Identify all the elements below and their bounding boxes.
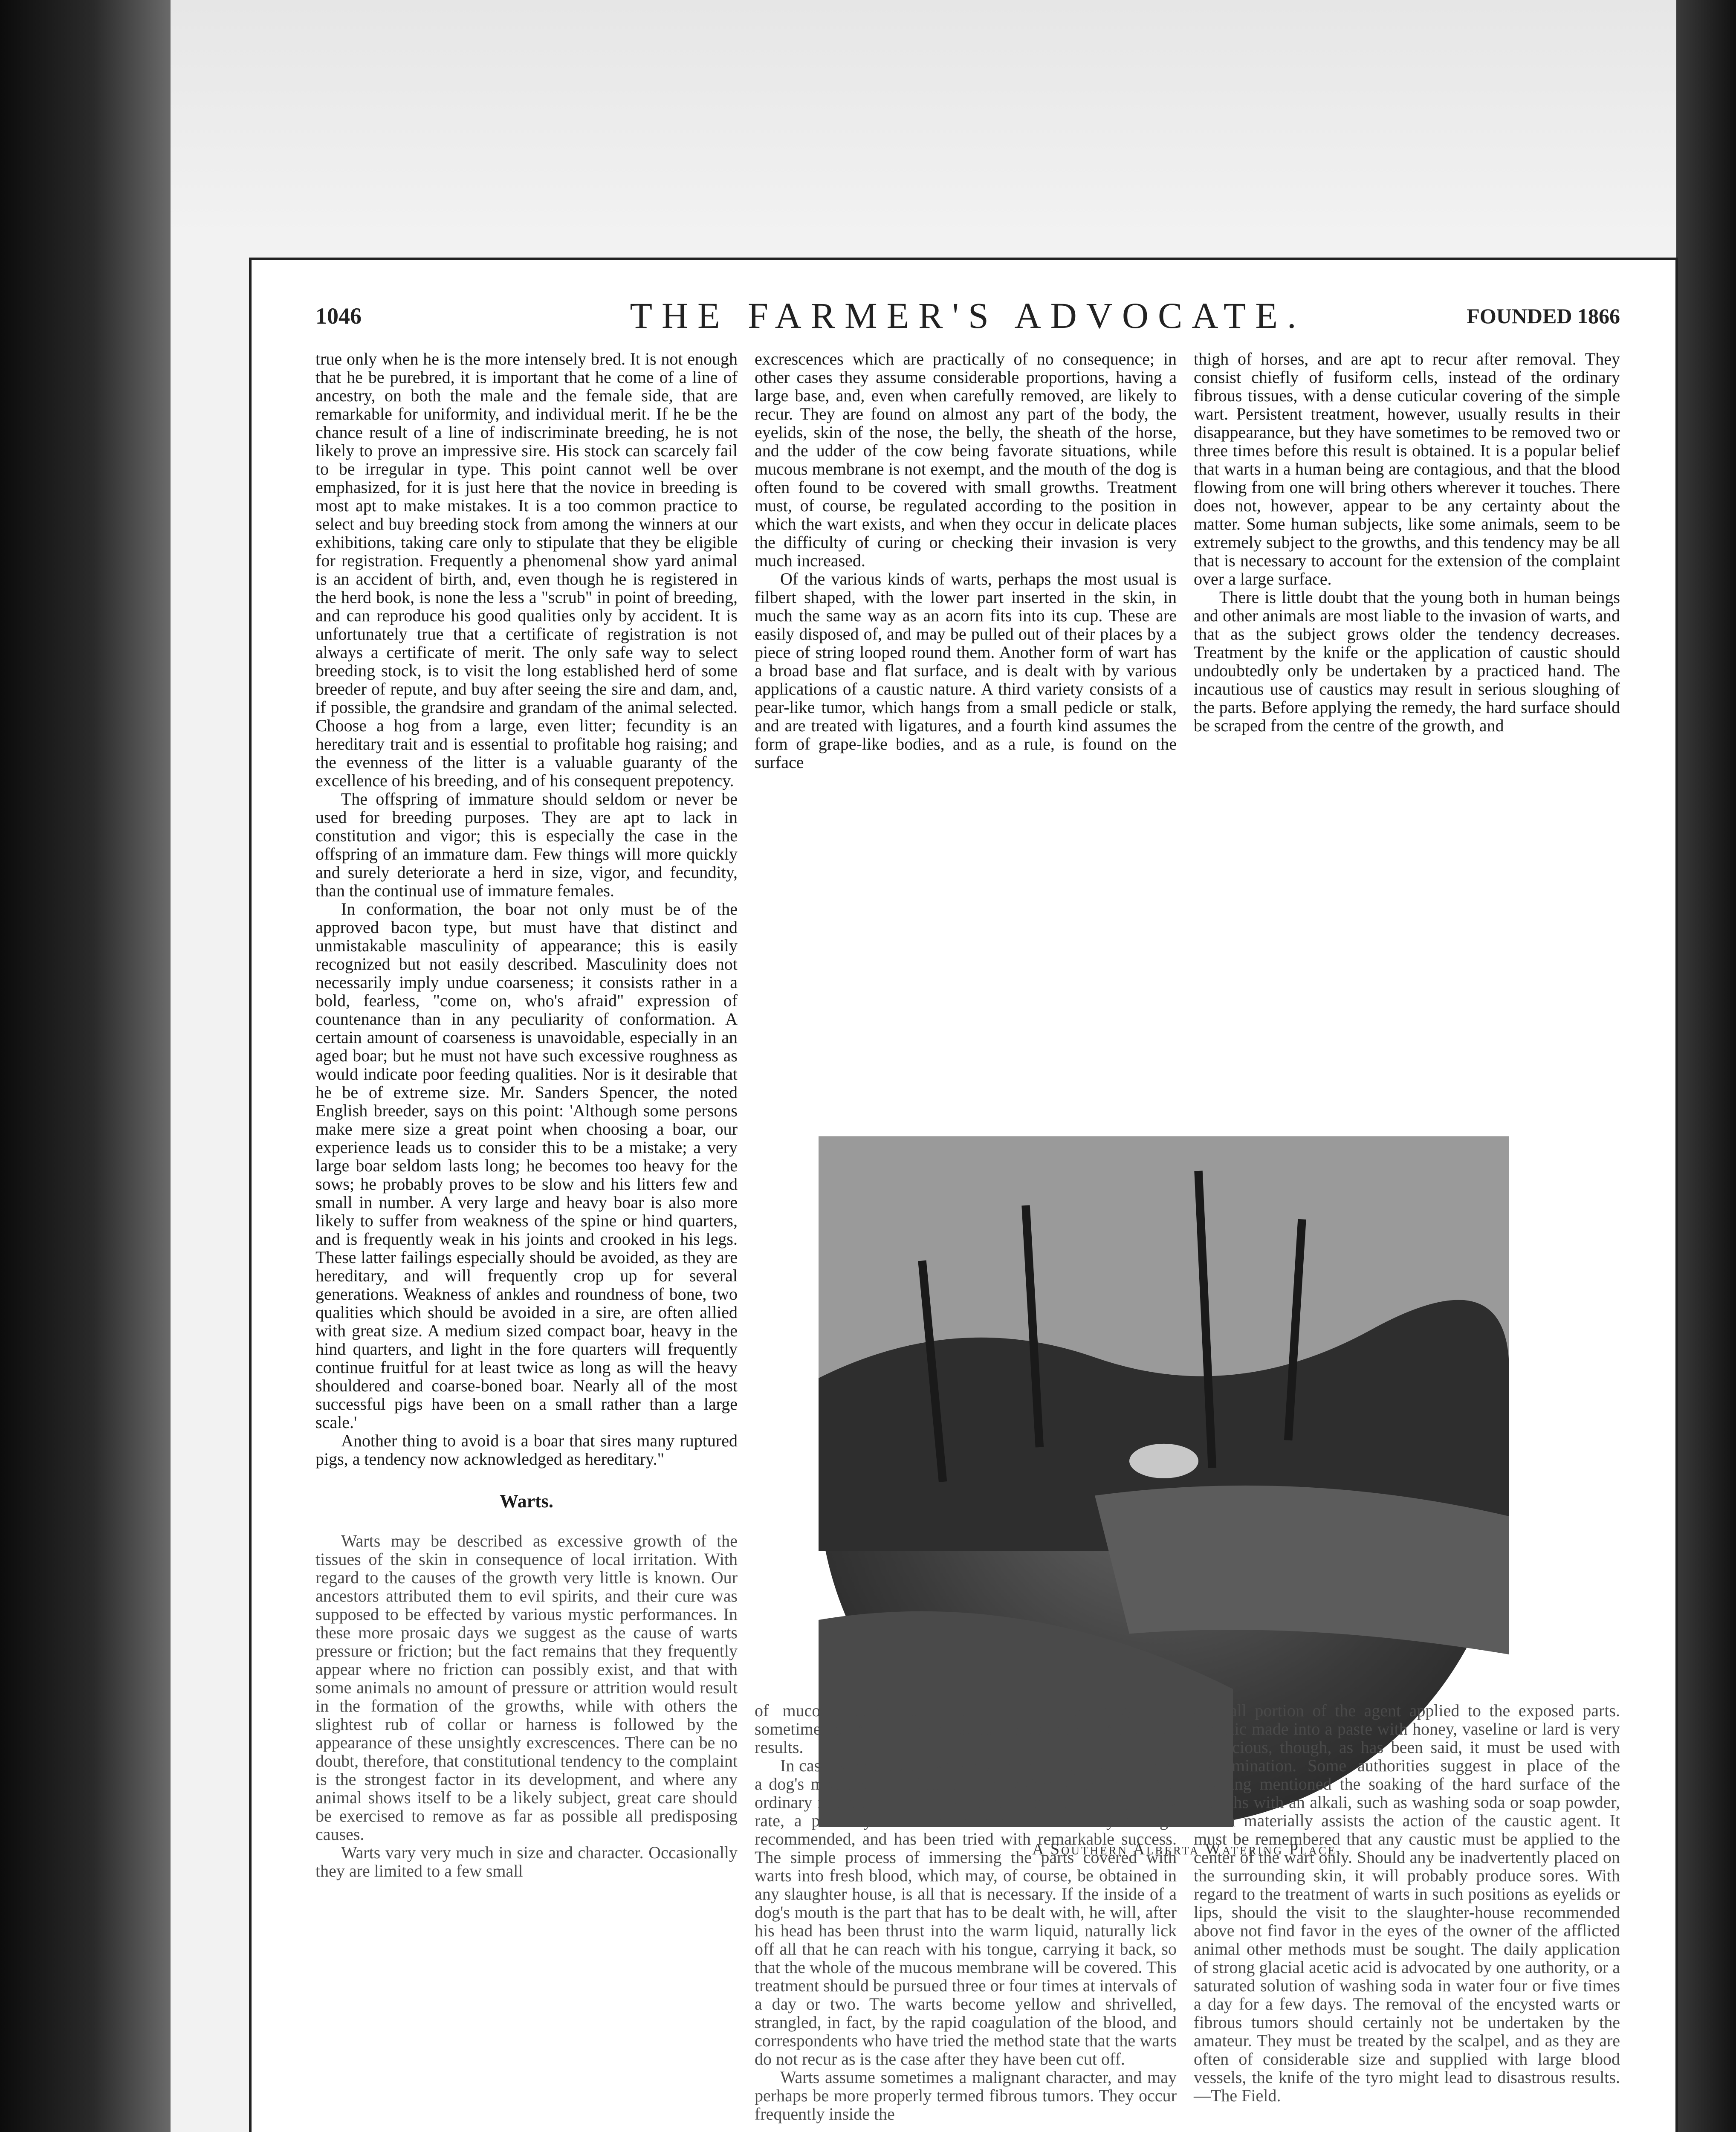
page-header xyxy=(315,294,1620,341)
column-5 xyxy=(1194,1701,1620,2105)
paragraph: Another thing to avoid is a boar that sires many ruptured pigs, a tendency now acknowledged as hereditary." xyxy=(315,1431,738,1469)
paragraph: There is little doubt that the young both in human beings and other animals are most liable to the invasion of warts, and that as the subject grows older the tendency decreases. Treatment by the knife or the application of caustic should undoubtedly only be undertaken by a practiced hand. The incautious use of caustics may result in serious sloughing of the parts. Before applying the remedy, the hard surface should be scraped from the centre of the growth, and xyxy=(1194,588,1620,735)
paragraph: In conformation, the boar not only must be of the approved bacon type, but must have that distinct and unmistakable masculinity of appearance; this is easily recognized but not easily described. Masculinity does not necessarily imply undue coarseness; it consists rather in a bold, fearless, "come on, who's afraid" expression of countenance than in any peculiarity of conformation. A certain amount of coarseness is unavoidable, especially in an aged boar; but he must not have such excessive roughness as would indicate poor feeding qualities. Nor is it desirable that he be of extreme size. Mr. Sanders Spencer, the noted English breeder, says on this point: 'Although some persons make mere size a great point when choosing a boar, our experience leads us to consider this to be a mistake; a very large boar seldom lasts long; he becomes too heavy for the sows; he probably proves to be slow and his litters few and small in number. A very large and heavy boar is also more likely to suffer from weakness of the spine or hind quarters, and is frequently weak in his joints and crooked in his legs. These latter failings especially should be avoided, as they are hereditary, and will frequently crop up for several generations. Weakness of ankles and roundness of bone, two qualities which should be avoided in a sire, are often allied with great size. A medium sized compact boar, heavy in the hind quarters, and light in the fore quarters will frequently continue fruitful for at least twice as long as will the heavy shouldered and coarse-boned boar. Nearly all of the most successful pigs have been on a small rather than a large scale.' xyxy=(315,899,738,1432)
paragraph: The offspring of immature should seldom or never be used for breeding purposes. They are apt to lack in constitution and vigor; this is especially the case in the offspring of an immature dam. Few things will more quickly and surely deteriorate a herd in size, vigor, and fecundity, than the continual use of immature females. xyxy=(315,789,738,900)
scan-border-right xyxy=(1676,0,1736,2132)
photo-water xyxy=(1095,1486,1509,1654)
page-number: 1046 xyxy=(315,303,362,329)
column-3 xyxy=(1194,350,1620,1121)
paragraph: of mucous membrane in clusters. The oesophagus is sometimes obstructed by these accumulations, with serious results. xyxy=(755,1701,1177,1757)
paragraph: a small portion of the agent applied to the exposed parts. Arsenic made into a paste with honey, vaseline or lard is very efficacious, though, as has been said, it must be used with discrimination. Some authorities suggest in place of the scraping mentioned the soaking of the hard surface of the growths with an alkali, such as washing soda or soap powder, which materially assists the action of the caustic agent. It must be remembered that any caustic must be applied to the center of the wart only. Should any be inadvertently placed on the surrounding skin, it will probably produce sores. With regard to the treatment of warts in such positions as eyelids or lips, should the visit to the slaughter-house recommended above not find favor in the eyes of the owner of the afflicted animal other methods must be sought. The daily application of strong glacial acetic acid is advocated by one authority, or a saturated solution of washing soda in water four or five times a day for a few days. The removal of the encysted warts or fibrous tumors should certainly not be undertaken by the amateur. They must be treated by the scalpel, and as they are often of considerable size and supplied with large blood vessels, the knife of the tyro might lead to disastrous results.—The Field. xyxy=(1194,1701,1620,2105)
paragraph: Warts may be described as excessive growth of the tissues of the skin in consequence of local irritation. With regard to the causes of the growth very little is known. Our ancestors attributed them to evil spirits, and their cure was supposed to be effected by various mystic performances. In these more prosaic days we suggest as the cause of warts pressure or friction; but the fact remains that they frequently appear where no friction can possibly exist, and that with some animals no amount of pressure or attrition would result in the formation of the growths, while with others the slightest rub of collar or harness is followed by the appearance of these unsightly excrescences. There can be no doubt, therefore, that constitutional tendency to the complaint is the strongest factor in its development, and where any animal shows itself to be a likely subject, great care should be exercised to remove as far as possible all predisposing causes. xyxy=(315,1531,738,1844)
paragraph: In cases where the growths attack the lining membrane of a dog's mouth and similar delicate positions, the use of the ordinary remedies is naturally impossible, and one of, at any rate, a perfectly harmless character was some years ago recommended, and has been tried with remarkable success. The simple process of immersing the parts covered with warts into fresh blood, which may, of course, be obtained in any slaughter house, is all that is necessary. If the inside of a dog's mouth is the part that has to be dealt with, he will, after his head has been thrust into the warm liquid, naturally lick off all that he can reach with his tongue, carrying it back, so that the whole of the mucous membrane will be covered. This treatment should be pursued three or four times at intervals of a day or two. The warts become yellow and shrivelled, strangled, in fact, by the rapid coagulation of the blood, and correspondents who have tried the method state that the warts do not recur as is the case after they have been cut off. xyxy=(755,1756,1177,2068)
column-1 xyxy=(315,350,738,1970)
paragraph: thigh of horses, and are apt to recur after removal. They consist chiefly of fusiform cells, instead of the ordinary fibrous tissues, with a dense cuticular covering of the simple wart. Persistent treatment, however, usually results in their disappearance, but they have sometimes to be removed two or three times before this result is obtained. It is a popular belief that warts in a human being are contagious, and that the blood flowing from one will bring others wherever it touches. There does not, however, appear to be any certainty about the matter. Some human subjects, like some animals, seem to be extremely subject to the growths, and this tendency may be all that is necessary to account for the extension of the complaint over a large surface. xyxy=(1194,349,1620,588)
article-heading-warts: Warts. xyxy=(500,1491,553,1512)
photo-caption: A Southern Alberta Watering Place. xyxy=(1032,1840,1343,1858)
column-4 xyxy=(755,1701,1177,2123)
scan-border-left xyxy=(0,0,171,2132)
newspaper-title: THE FARMER'S ADVOCATE. xyxy=(630,295,1306,336)
paragraph: excrescences which are practically of no consequence; in other cases they assume considerable proportions, having a large base, and, even when carefully removed, are likely to recur. They are found on almost any part of the body, the eyelids, skin of the nose, the belly, the sheath of the horse, and the udder of the cow being favorate situations, while mucous membrane is not exempt, and the mouth of the dog is often found to be covered with small growths. Treatment must, of course, be regulated according to the position in which the wart exists, and when they occur in delicate places the difficulty of curing or checking their invasion is very much increased. xyxy=(755,349,1177,570)
paragraph: Warts assume sometimes a malignant character, and may perhaps be more properly termed fibrous tumors. They occur frequently inside the xyxy=(755,2068,1177,2123)
scan-background xyxy=(171,0,1676,239)
paragraph: Warts vary very much in size and character. Occasionally they are limited to a few small xyxy=(315,1843,738,1880)
photo-horse xyxy=(1129,1444,1198,1478)
paragraph: true only when he is the more intensely bred. It is not enough that he be purebred, it is important that he come of a line of ancestry, on both the male and the female side, that are remarkable for uniformity, and individual merit. If he be the chance result of a line of indiscriminate breeding, he is not likely to prove an impressive sire. His stock can scarcely fail to be irregular in type. This point cannot well be over emphasized, for it is just here that the novice in breeding is most apt to make mistakes. It is a too common practice to select and buy breeding stock from among the winners at our exhibitions, taking care only to stipulate that they be eligible for registration. Frequently a phenomenal show yard animal is an accident of birth, and, even though he is registered in the herd book, is none the less a "scrub" in point of breeding, and can reproduce his good qualities only by accident. It is unfortunately true that a certificate of registration is not always a certificate of merit. The only safe way to select breeding stock, is to visit the long established herd of some breeder of repute, and buy after seeing the sire and dam, and, if possible, the grandsire and grandam of the animal selected. Choose a hog from a large, even litter; fecundity is an hereditary trait and is essential to profitable hog raising; and the evenness of the litter is a valuable guaranty of the excellence of his breeding, and of his consequent prepotency. xyxy=(315,349,738,790)
paragraph: Of the various kinds of warts, perhaps the most usual is filbert shaped, with the lower part inserted in the skin, in much the same way as an acorn fits into its cup. These are easily disposed of, and may be pulled out of their places by a piece of string looped round them. Another form of wart has a broad base and flat surface, and is dealt with by various applications of a caustic nature. A third variety consists of a pear-like tumor, which hangs from a small pedicle or stalk, and are treated with ligatures, and a fourth kind assumes the form of grape-like bodies, and as a rule, is found on the surface xyxy=(755,569,1177,772)
founded-label: FOUNDED 1866 xyxy=(1467,304,1620,328)
column-2 xyxy=(755,350,1177,1121)
newspaper-page xyxy=(252,260,1675,2132)
